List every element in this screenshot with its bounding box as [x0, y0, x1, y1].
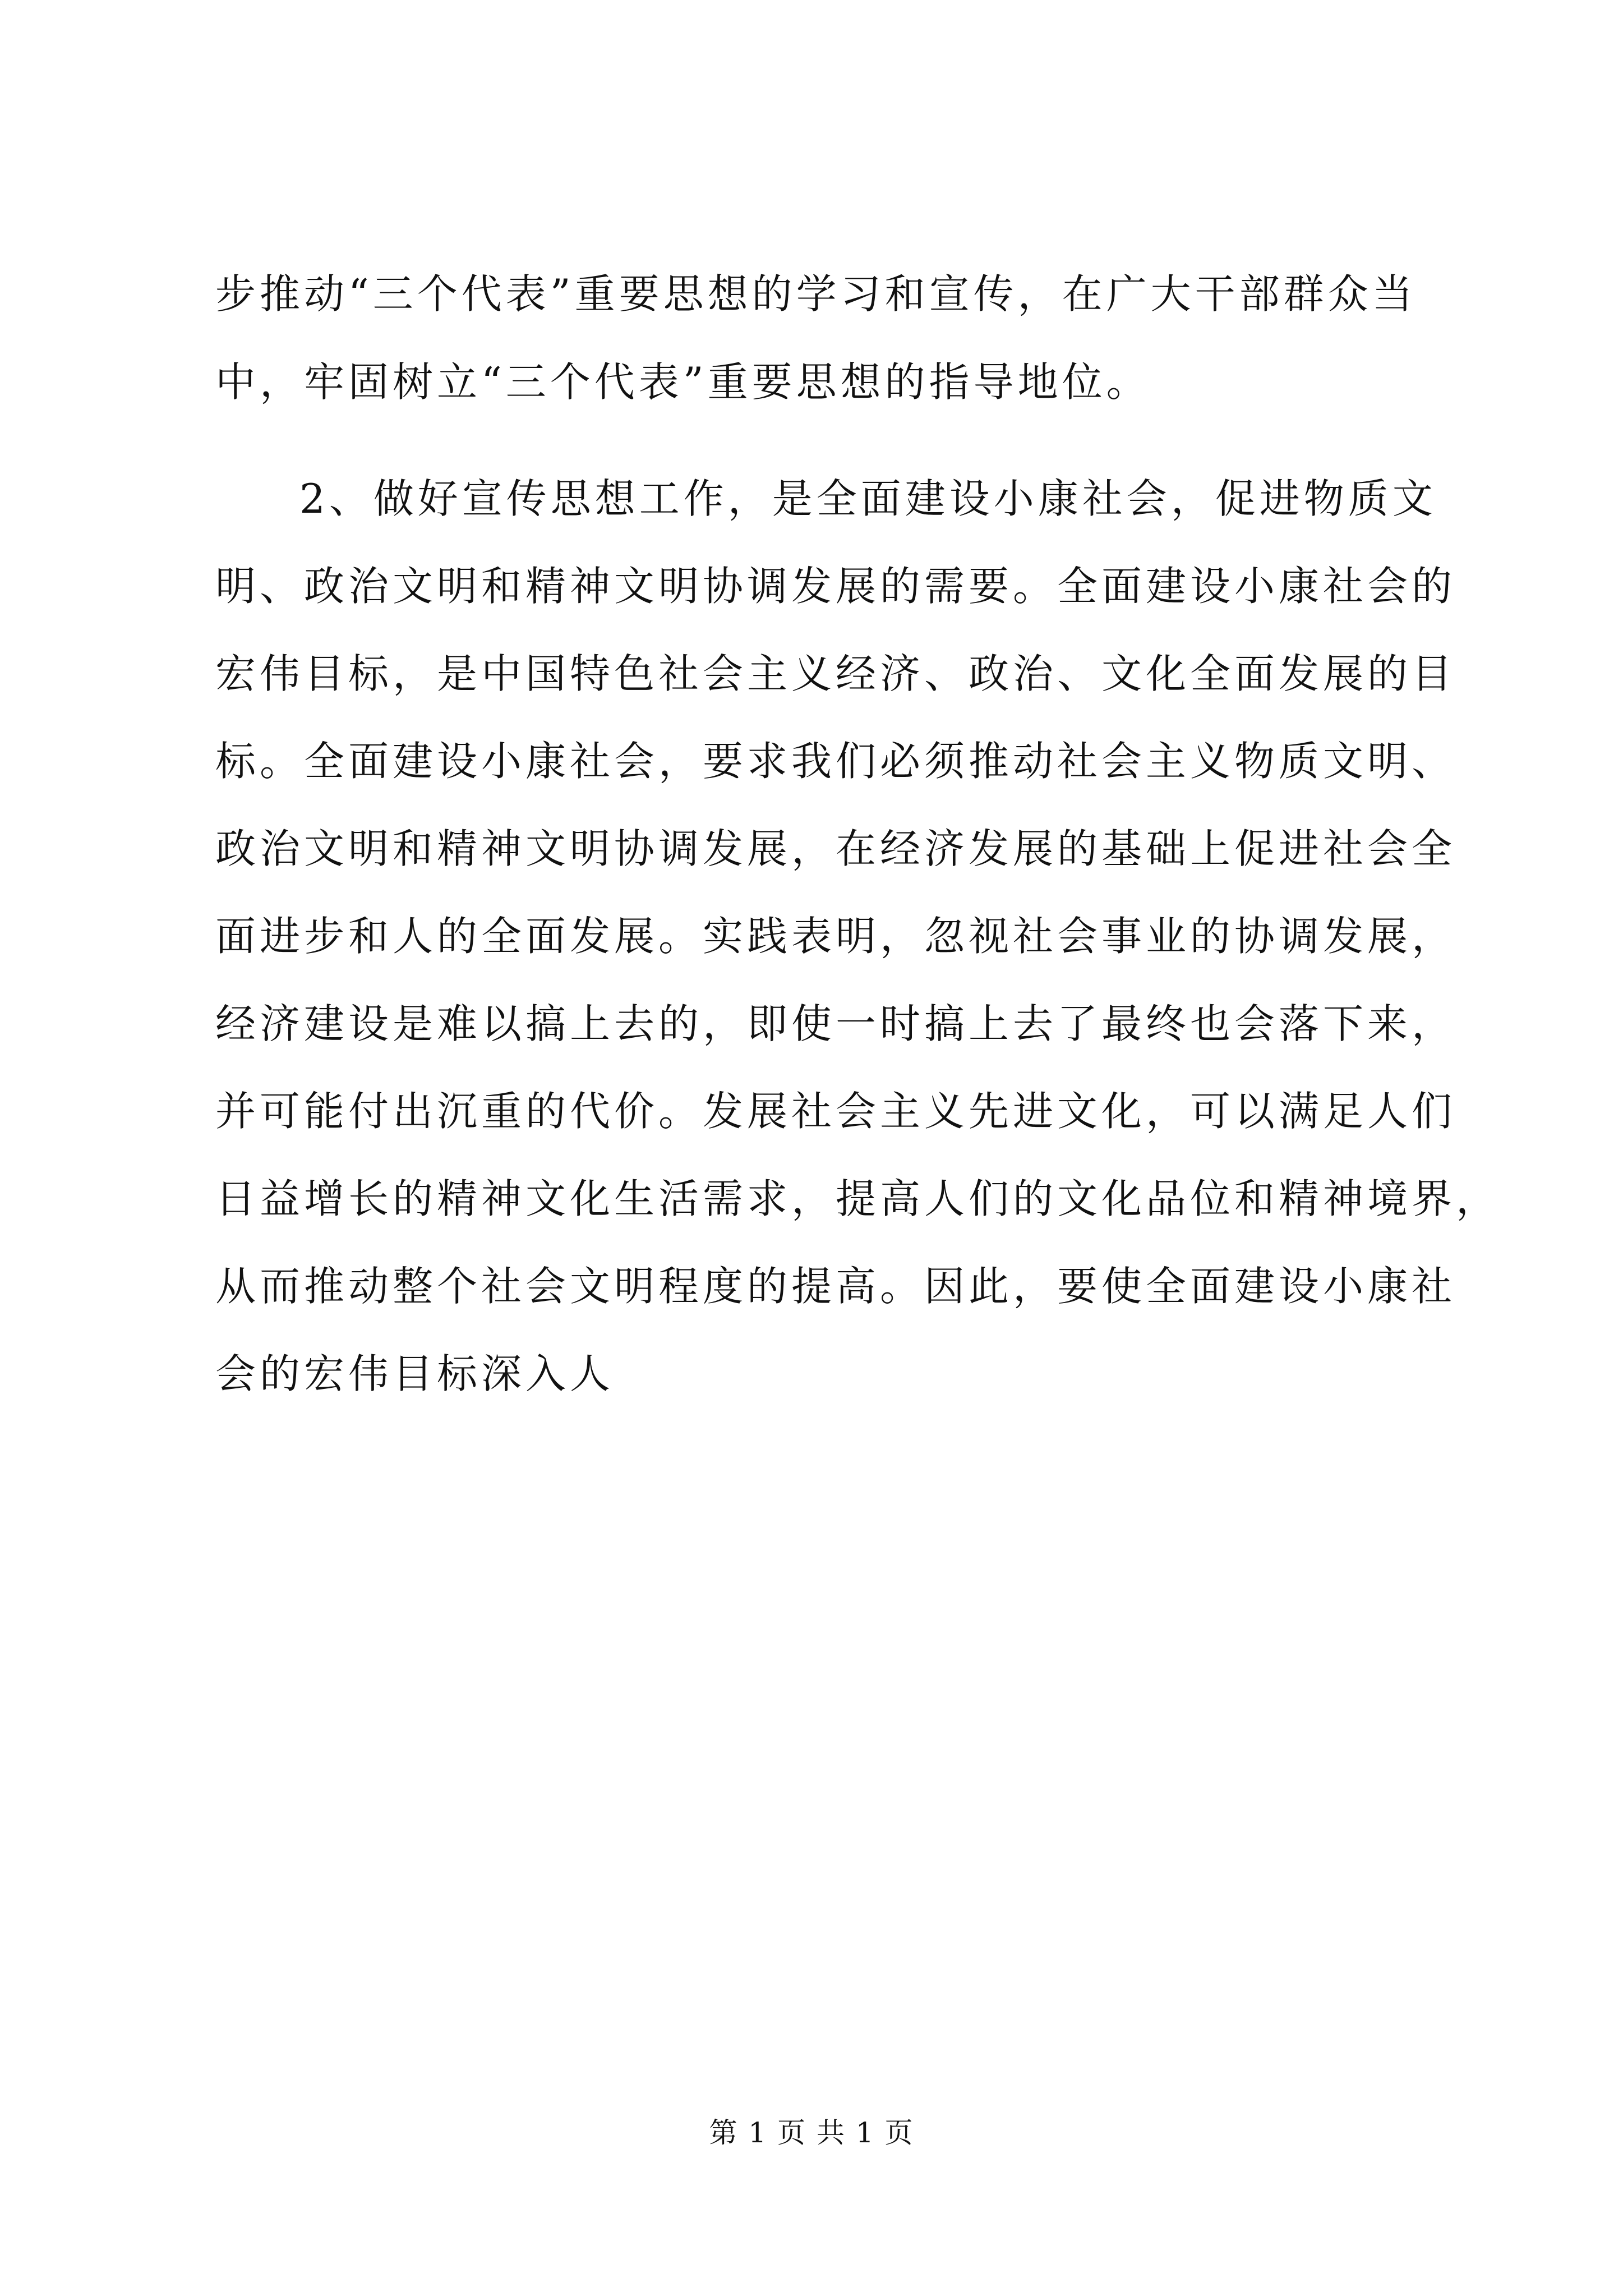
text-line: 会的宏伟目标深入人 [215, 1350, 615, 1397]
text-line: 经济建设是难以搞上去的，即使一时搞上去了最终也会落下来， [215, 1000, 1456, 1047]
text-line: 并可能付出沉重的代价。发展社会主义先进文化，可以满足人们 [215, 1088, 1456, 1135]
text-line: 面进步和人的全面发展。实践表明，忽视社会事业的协调发展， [215, 913, 1456, 960]
text-line: 政治文明和精神文明协调发展，在经济发展的基础上促进社会全 [215, 825, 1456, 872]
text-line: 标。全面建设小康社会，要求我们必须推动社会主义物质文明、 [215, 738, 1456, 785]
text-line: 宏伟目标，是中国特色社会主义经济、政治、文化全面发展的目 [215, 650, 1456, 697]
text-line: 日益增长的精神文化生活需求，提高人们的文化品位和精神境界， [215, 1175, 1501, 1222]
text-line: 中，牢固树立“三个代表”重要思想的指导地位。 [215, 358, 1151, 406]
text-line: 2、做好宣传思想工作，是全面建设小康社会，促进物质文 [299, 475, 1437, 522]
text-line: 从而推动整个社会文明程度的提高。因此，要使全面建设小康社 [215, 1263, 1456, 1310]
text-line: 明、政治文明和精神文明协调发展的需要。全面建设小康社会的 [215, 563, 1456, 610]
text-line: 步推动“三个代表”重要思想的学习和宣传，在广大干部群众当 [215, 270, 1417, 318]
page-number-footer: 第 1 页 共 1 页 [709, 2116, 914, 2149]
